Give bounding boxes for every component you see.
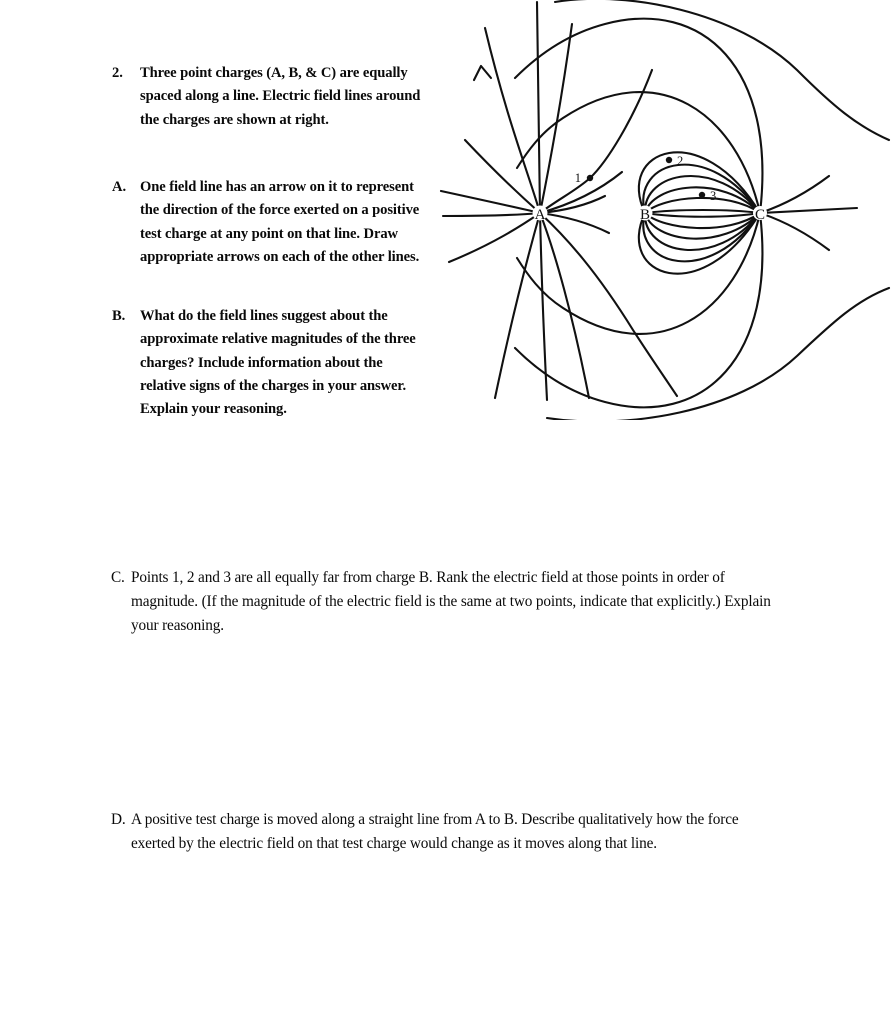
question-b-marker: B. — [112, 308, 126, 324]
field-line-a-down-left-diagonal — [449, 213, 540, 262]
field-line-c-right-up — [760, 176, 829, 213]
electric-field-line-diagram — [437, 0, 891, 420]
field-lines-charge-a — [441, 2, 677, 400]
point-2-label: 2 — [677, 154, 684, 168]
field-loop-1-lower — [645, 213, 760, 217]
question-a-marker: A. — [112, 179, 126, 195]
question-2-marker: 2. — [112, 65, 123, 81]
field-line-a-left-upper — [441, 191, 540, 213]
question-d — [111, 808, 771, 856]
marked-points — [575, 154, 717, 203]
question-c-marker: C. — [111, 569, 125, 586]
question-c-text: Points 1, 2 and 3 are all equally far from charge B. Rank the electric field at those points in order of magnitude. (If the magnitude of the electric field is the same at two points, indicate that explicitly.) Explain your reasoning. — [131, 569, 771, 635]
field-line-a-down-right-steep — [540, 213, 589, 398]
question-a-text: One field line has an arrow on it to represent the direction of the force exerted on a positive test charge at any point on that line. Draw appropriate arrows on each of the other lines. — [140, 179, 420, 265]
question-a — [112, 176, 434, 269]
charge-label-a: A — [534, 207, 546, 223]
field-line-c-right-horizontal — [760, 208, 857, 213]
field-line-a-vertical-up — [537, 2, 540, 213]
field-arc-c-top-right-edge — [555, 0, 889, 140]
field-direction-arrow — [474, 66, 491, 80]
arrowhead-icon — [474, 66, 491, 80]
question-2 — [112, 62, 430, 132]
field-line-c-right-down — [760, 213, 829, 250]
point-1-label: 1 — [574, 171, 581, 185]
question-2-text: Three point charges (A, B, & C) are equally spaced along a line. Electric field lines around the charges are shown at right. — [140, 65, 421, 128]
point-1-dot — [587, 175, 593, 181]
question-b — [112, 305, 430, 421]
field-line-a-up-left-arrowed — [485, 28, 540, 213]
field-loop-1-upper — [645, 210, 760, 213]
question-c — [111, 566, 771, 639]
field-line-a-up-right-shallow — [540, 172, 622, 213]
point-3-dot — [699, 192, 705, 198]
charge-label-c: C — [754, 207, 766, 223]
question-d-marker: D. — [111, 811, 126, 828]
question-b-text: What do the field lines suggest about the approximate relative magnitudes of the three charges? Include information about the relative signs of the charges in your answer. Explain your reasoning. — [140, 308, 416, 418]
field-line-a-down-right-curve — [540, 213, 677, 396]
point-2-dot — [666, 157, 672, 163]
question-d-text: A positive test charge is moved along a straight line from A to B. Describe qualitatively how the force exerted by the electric field on that test charge would change as it moves along that line. — [131, 811, 739, 853]
charge-label-b: B — [639, 207, 651, 223]
field-loops-b-to-c — [639, 152, 760, 273]
field-line-a-left-lower — [443, 213, 540, 216]
field-line-a-down-left-steep — [495, 213, 540, 398]
point-3-label: 3 — [710, 189, 717, 203]
